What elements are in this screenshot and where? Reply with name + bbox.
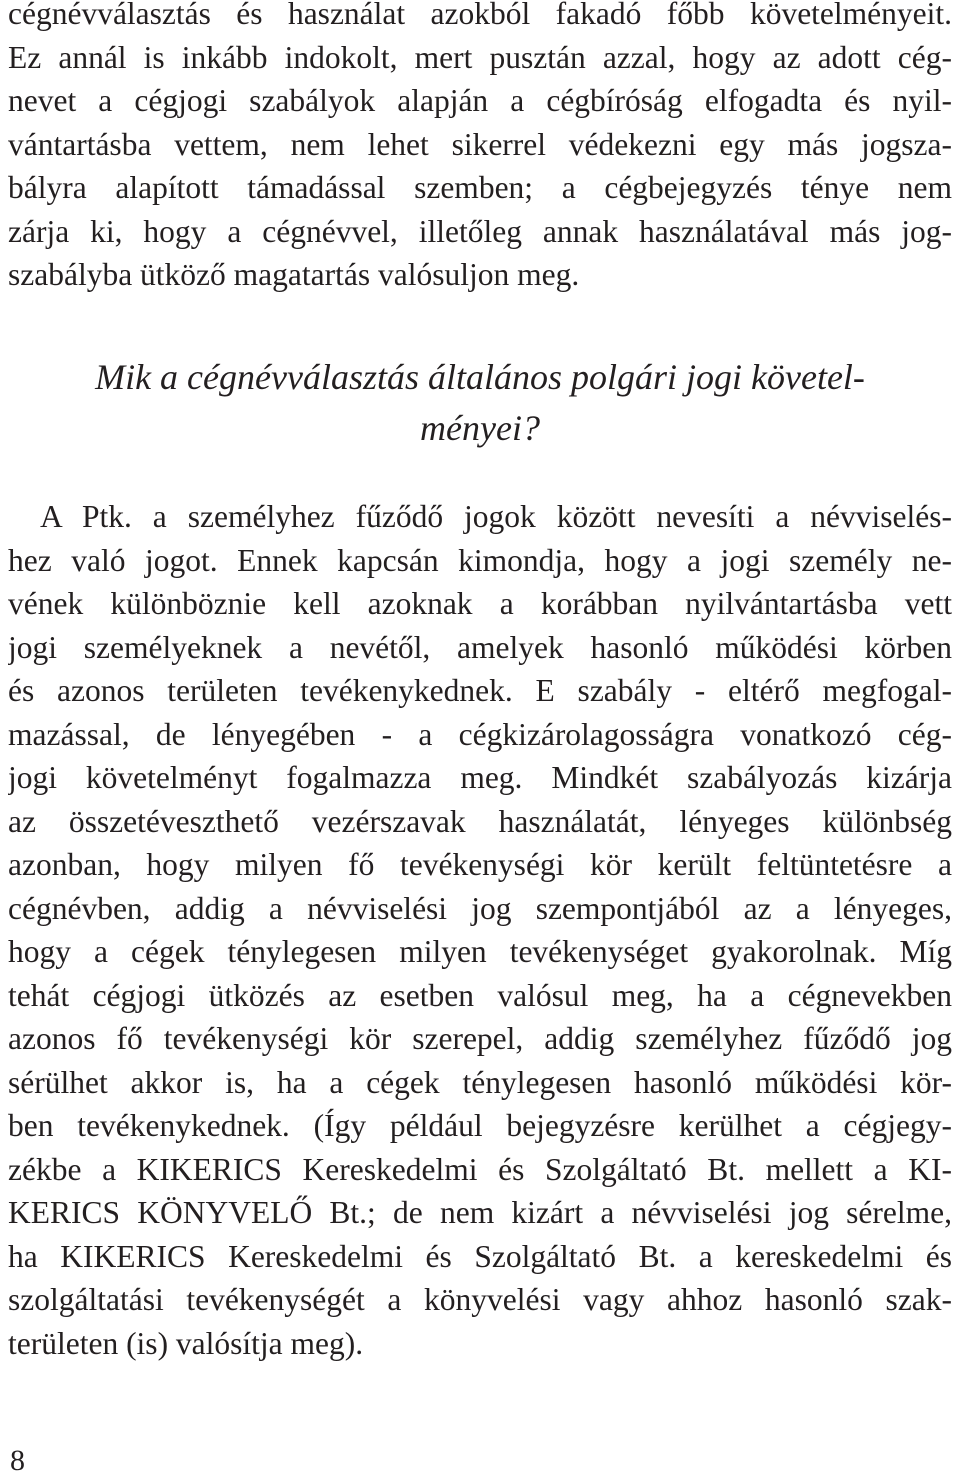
- text-line: területen (is) valósítja meg).: [8, 1325, 364, 1361]
- heading-line: Mik a cégnévválasztás általános polgári jogi követel-: [95, 357, 865, 397]
- text-line: hez való jogot. Ennek kapcsán kimondja, hogy a jogi személy ne-: [8, 542, 952, 578]
- text-line: cégnévválasztás és használat azokból fakadó főbb követelményeit.: [8, 0, 952, 31]
- heading-line: ményei?: [420, 408, 540, 448]
- text-line: nevet a cégjogi szabályok alapján a cégbíróság elfogadta és nyil-: [8, 83, 952, 118]
- text-line: zárja ki, hogy a cégnévvel, illetőleg annak használatával más jog-: [8, 213, 952, 249]
- page-number: 8: [10, 1444, 25, 1477]
- text-line: hogy a cégek ténylegesen milyen tevékenységet gyakorolnak. Míg: [8, 934, 952, 969]
- paragraph-body: [8, 495, 952, 1365]
- text-line: bályra alapított támadással szemben; a cégbejegyzés ténye nem: [8, 170, 952, 205]
- text-line: és azonos területen tevékenykednek. E szabály - eltérő megfogal-: [8, 673, 952, 708]
- text-line: ben tevékenykednek. (Így például bejegyzésre kerülhet a cégjegy-: [8, 1108, 952, 1143]
- text-line: jogi követelményt fogalmazza meg. Mindkét szabályozás kizárja: [8, 760, 952, 795]
- text-line: ha KIKERICS Kereskedelmi és Szolgáltató Bt. a kereskedelmi és: [8, 1238, 952, 1274]
- text-line: vének különböznie kell azoknak a korábban nyilvántartásba vett: [8, 586, 952, 621]
- text-line: azonban, hogy milyen fő tevékenységi kör került feltüntetésre a: [8, 847, 952, 882]
- text-line: A Ptk. a személyhez fűződő jogok között nevesíti a névviselés-: [40, 499, 952, 534]
- text-line: vántartásba vettem, nem lehet sikerrel védekezni egy más jogsza-: [8, 126, 952, 162]
- paragraph-continuation: [8, 0, 952, 297]
- text-line: Ez annál is inkább indokolt, mert pusztán azzal, hogy az adott cég-: [8, 39, 952, 75]
- text-line: szabályba ütköző magatartás valósuljon meg.: [8, 257, 580, 292]
- text-line: jogi személyeknek a nevétől, amelyek hasonló működési körben: [8, 629, 952, 665]
- text-line: tehát cégjogi ütközés az esetben valósul meg, ha a cégnevekben: [8, 977, 952, 1013]
- text-line: az összetéveszthető vezérszavak használatát, lényeges különbség: [8, 803, 952, 839]
- text-line: cégnévben, addig a névviselési jog szempontjából az a lényeges,: [8, 890, 952, 926]
- text-line: azonos fő tevékenységi kör szerepel, addig személyhez fűződő jog: [8, 1021, 952, 1056]
- text-line: szolgáltatási tevékenységét a könyvelési vagy ahhoz hasonló szak-: [8, 1282, 952, 1317]
- section-heading: [0, 352, 960, 454]
- text-line: zékbe a KIKERICS Kereskedelmi és Szolgáltató Bt. mellett a KI-: [8, 1151, 952, 1187]
- text-line: KERICS KÖNYVELŐ Bt.; de nem kizárt a névviselési jog sérelme,: [8, 1195, 952, 1230]
- text-line: sérülhet akkor is, ha a cégek ténylegesen hasonló működési kör-: [8, 1064, 952, 1100]
- text-line: mazással, de lényegében - a cégkizárolagosságra vonatkozó cég-: [8, 716, 952, 752]
